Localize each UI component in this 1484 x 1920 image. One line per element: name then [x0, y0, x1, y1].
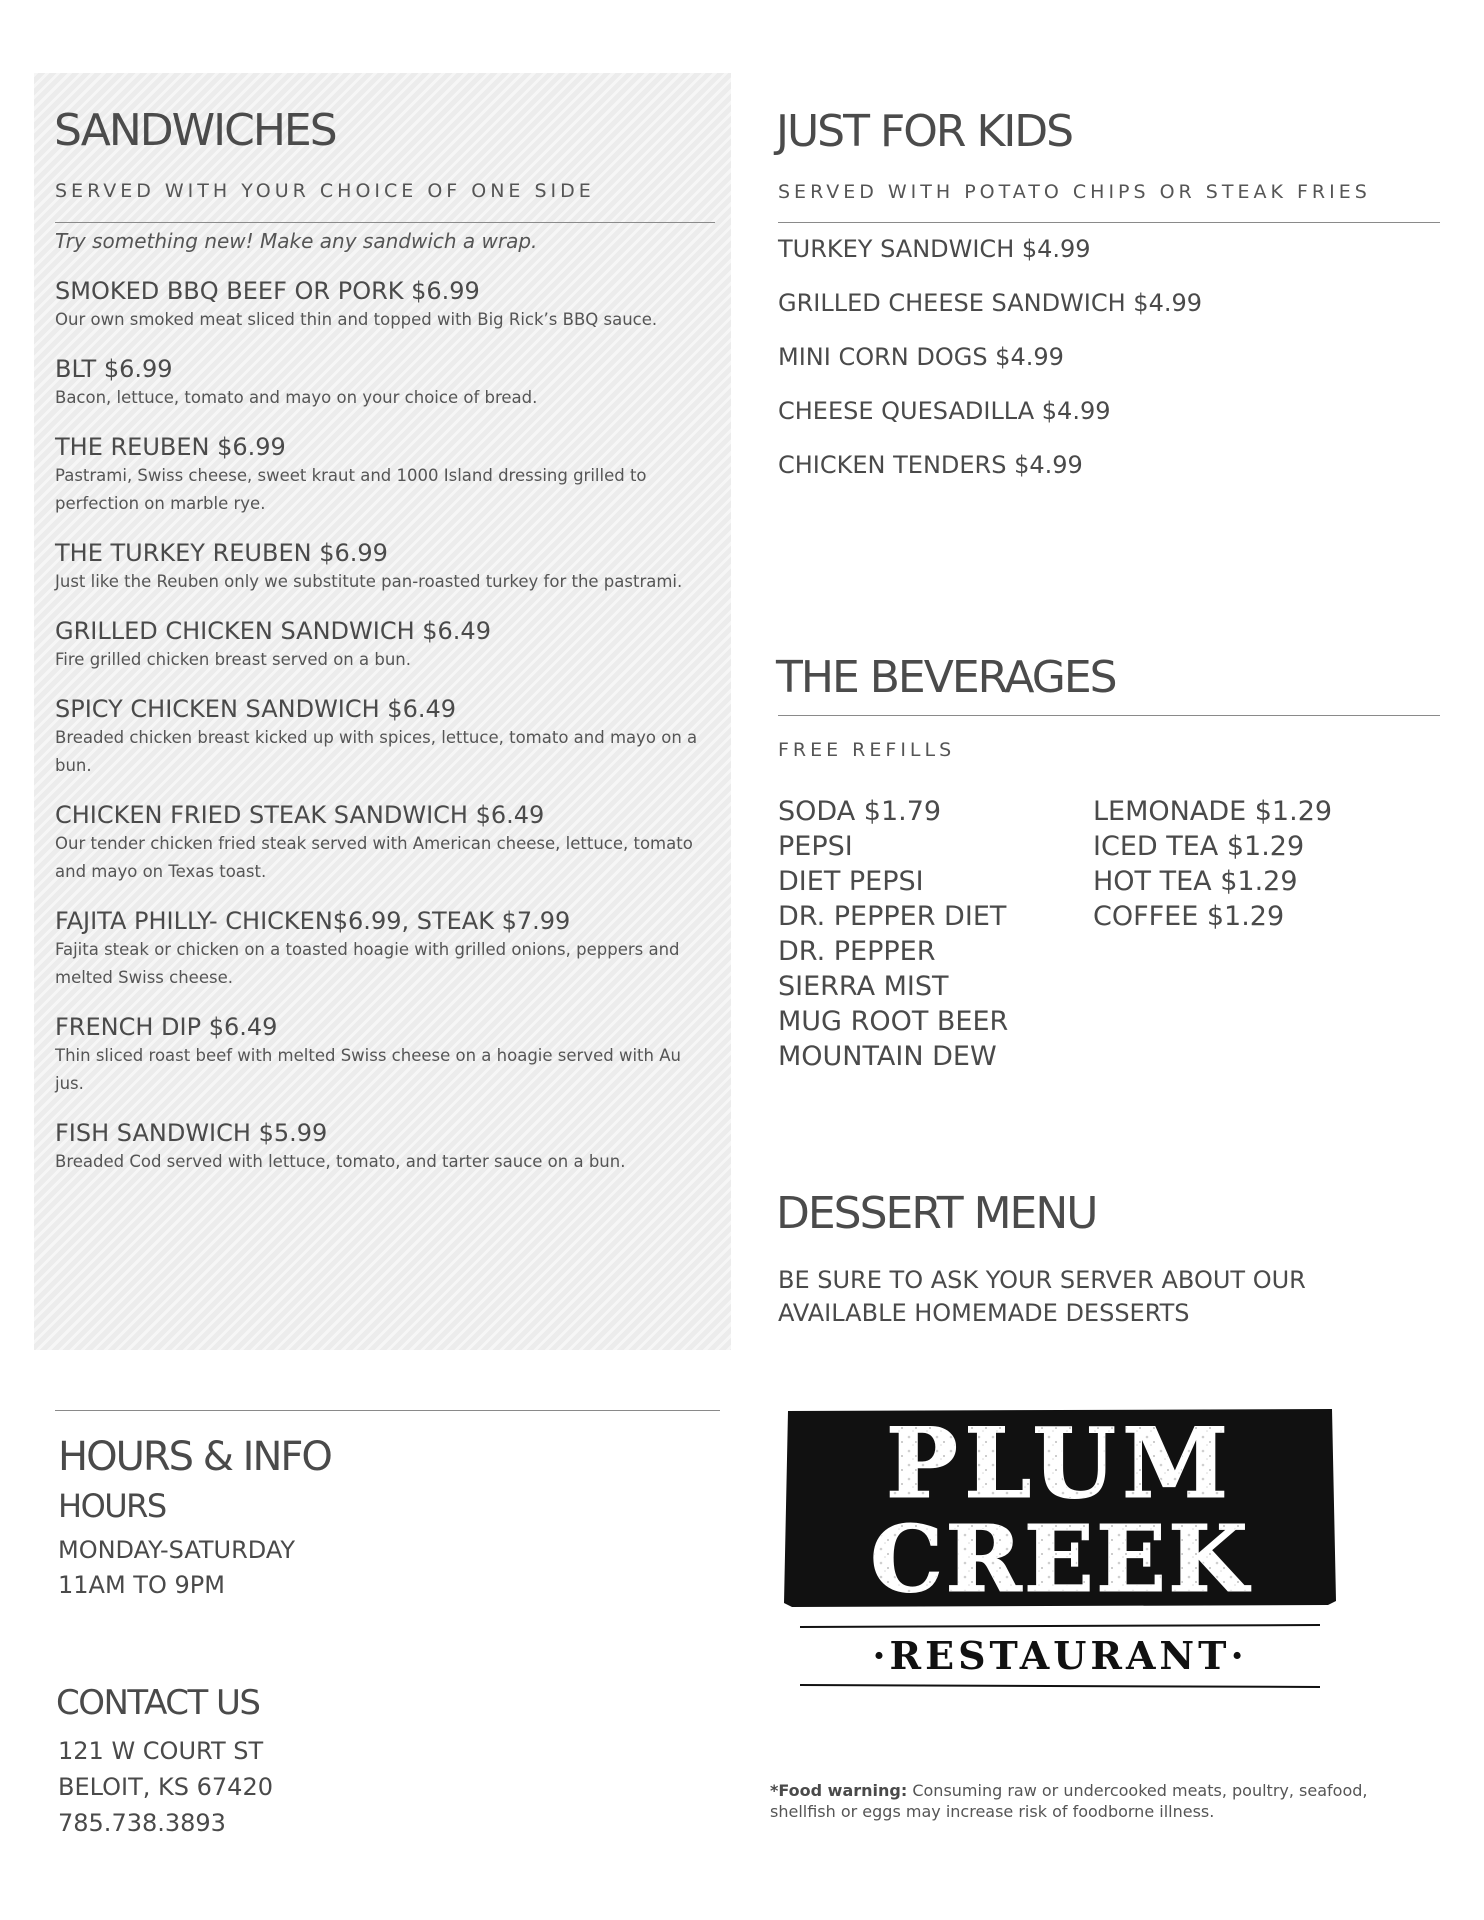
- menu-item-title: BLT $6.99: [55, 355, 173, 383]
- beverage-item: SIERRA MIST: [778, 971, 949, 1002]
- menu-item: [55, 694, 715, 780]
- hours-block: [58, 1433, 331, 1603]
- kids-subtitle: SERVED WITH POTATO CHIPS OR STEAK FRIES: [778, 181, 1371, 203]
- beverage-item: MUG ROOT BEER: [778, 1006, 1009, 1037]
- beverages-divider: [778, 715, 1440, 716]
- contact-street: 121 W COURT ST: [58, 1737, 264, 1765]
- beverage-item: SODA $1.79: [778, 796, 942, 827]
- beverage-item: DR. PEPPER: [778, 936, 936, 967]
- beverage-item: HOT TEA $1.29: [1093, 866, 1298, 897]
- hours-subtitle: HOURS: [58, 1487, 166, 1525]
- food-warning: [770, 1780, 1410, 1822]
- logo-text-restaurant: ·RESTAURANT·: [872, 1633, 1248, 1678]
- hours-title: HOURS & INFO: [58, 1434, 331, 1480]
- menu-item-title: CHICKEN FRIED STEAK SANDWICH $6.49: [55, 801, 545, 829]
- restaurant-logo: [780, 1405, 1340, 1695]
- menu-item-description: Bacon, lettuce, tomato and mayo on your choice of bread.: [55, 388, 538, 407]
- beverage-item: DR. PEPPER DIET: [778, 901, 1007, 932]
- kids-item: CHICKEN TENDERS $4.99: [778, 451, 1083, 479]
- menu-item: [55, 800, 715, 886]
- dessert-title: DESSERT MENU: [776, 1188, 1097, 1239]
- logo-text-creek: CREEK: [870, 1505, 1250, 1613]
- contact-block: [58, 1733, 273, 1841]
- sandwiches-divider: [55, 222, 715, 223]
- logo-rule: [800, 1625, 1320, 1627]
- sandwiches-title: SANDWICHES: [54, 105, 336, 156]
- hours-divider: [55, 1410, 720, 1411]
- contact-phone: 785.738.3893: [58, 1809, 226, 1837]
- menu-item-description: Pastrami, Swiss cheese, sweet kraut and 1000 Island dressing grilled to perfection on marble rye.: [55, 466, 647, 513]
- beverages-column-2: [1093, 794, 1332, 934]
- food-warning-text: Consuming raw or undercooked meats, poultry, seafood, shellfish or eggs may increase risk of foodborne illness.: [770, 1781, 1368, 1821]
- menu-item-description: Our tender chicken fried steak served with American cheese, lettuce, tomato and mayo on Texas toast.: [55, 834, 693, 881]
- menu-item-description: Fire grilled chicken breast served on a bun.: [55, 650, 411, 669]
- logo-text-plum: PLUM: [885, 1407, 1235, 1520]
- menu-item: [55, 538, 715, 596]
- logo-rule: [800, 1685, 1320, 1687]
- menu-item-title: THE TURKEY REUBEN $6.99: [55, 539, 388, 567]
- beverages-title: THE BEVERAGES: [776, 652, 1116, 703]
- menu-item-title: SMOKED BBQ BEEF OR PORK $6.99: [55, 277, 480, 305]
- beverage-item: COFFEE $1.29: [1093, 901, 1285, 932]
- kids-item: MINI CORN DOGS $4.99: [778, 343, 1064, 371]
- menu-item: [55, 354, 715, 412]
- kids-item: CHEESE QUESADILLA $4.99: [778, 397, 1111, 425]
- kids-title: JUST FOR KIDS: [776, 106, 1073, 157]
- menu-item-description: Fajita steak or chicken on a toasted hoagie with grilled onions, peppers and melted Swiss cheese.: [55, 940, 680, 987]
- contact-title: CONTACT US: [56, 1683, 260, 1723]
- menu-item-title: THE REUBEN $6.99: [55, 433, 286, 461]
- beverage-item: DIET PEPSI: [778, 866, 924, 897]
- menu-item-title: FRENCH DIP $6.49: [55, 1013, 278, 1041]
- menu-item-description: Just like the Reuben only we substitute pan-roasted turkey for the pastrami.: [55, 572, 683, 591]
- menu-item-title: SPICY CHICKEN SANDWICH $6.49: [55, 695, 457, 723]
- hours-time: 11AM TO 9PM: [58, 1571, 225, 1599]
- menu-item: [55, 1012, 715, 1098]
- beverages-subtitle: FREE REFILLS: [778, 739, 956, 761]
- menu-item: [55, 616, 715, 674]
- beverage-item: MOUNTAIN DEW: [778, 1041, 997, 1072]
- kids-divider: [778, 222, 1440, 223]
- dessert-note: [778, 1264, 1306, 1330]
- sandwiches-subtitle: SERVED WITH YOUR CHOICE OF ONE SIDE: [55, 180, 595, 202]
- beverage-item: ICED TEA $1.29: [1093, 831, 1305, 862]
- beverage-item: PEPSI: [778, 831, 853, 862]
- menu-item-title: FISH SANDWICH $5.99: [55, 1119, 328, 1147]
- menu-item-description: Our own smoked meat sliced thin and topped with Big Rick’s BBQ sauce.: [55, 310, 658, 329]
- menu-item-description: Breaded Cod served with lettuce, tomato, and tarter sauce on a bun.: [55, 1152, 626, 1171]
- kids-item: GRILLED CHEESE SANDWICH $4.99: [778, 289, 1203, 317]
- menu-item: [55, 906, 715, 992]
- sandwiches-tagline: Try something new! Make any sandwich a wrap.: [55, 229, 538, 253]
- food-warning-label: *Food warning:: [770, 1781, 908, 1800]
- dessert-note-line: AVAILABLE HOMEMADE DESSERTS: [778, 1299, 1190, 1327]
- kids-item: TURKEY SANDWICH $4.99: [778, 235, 1091, 263]
- contact-city: BELOIT, KS 67420: [58, 1773, 273, 1801]
- kids-list: [778, 229, 1438, 499]
- hours-days: MONDAY-SATURDAY: [58, 1536, 296, 1564]
- menu-item: [55, 1118, 715, 1176]
- menu-item-title: FAJITA PHILLY- CHICKEN$6.99, STEAK $7.99: [55, 907, 571, 935]
- menu-item-title: GRILLED CHICKEN SANDWICH $6.49: [55, 617, 491, 645]
- menu-item: [55, 276, 715, 334]
- menu-item: [55, 432, 715, 518]
- menu-item-description: Breaded chicken breast kicked up with spices, lettuce, tomato and mayo on a bun.: [55, 728, 698, 775]
- beverages-column-1: [778, 794, 1008, 1074]
- dessert-note-line: BE SURE TO ASK YOUR SERVER ABOUT OUR: [778, 1266, 1306, 1294]
- menu-item-description: Thin sliced roast beef with melted Swiss cheese on a hoagie served with Au jus.: [55, 1046, 681, 1093]
- beverage-item: LEMONADE $1.29: [1093, 796, 1333, 827]
- sandwich-list: [55, 276, 715, 1196]
